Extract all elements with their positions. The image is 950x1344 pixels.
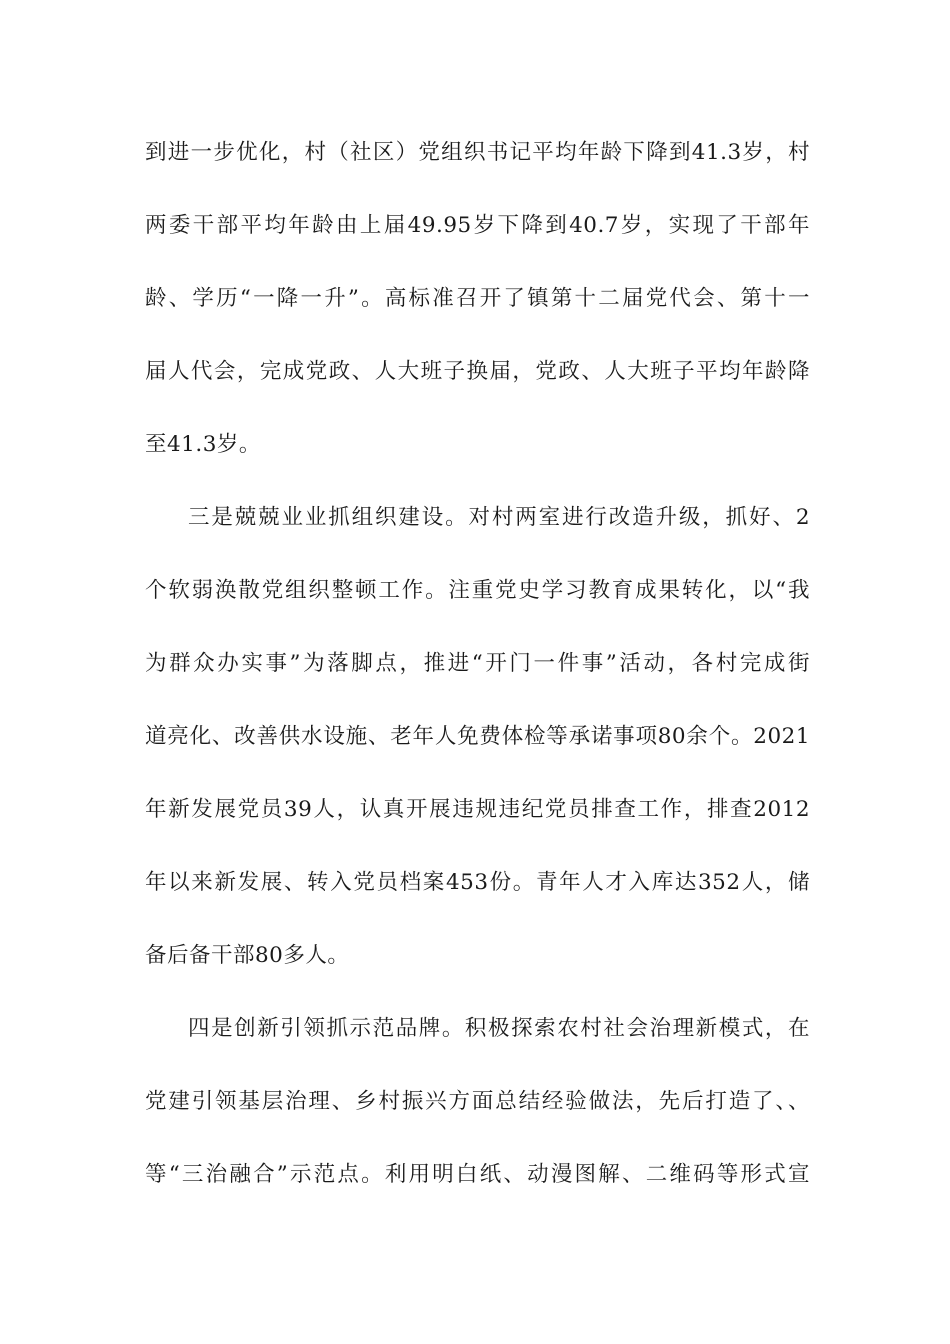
text-line: 备后备干部80多人。	[145, 943, 350, 968]
text-line: 党建引领基层治理、乡村振兴方面总结经验做法，先后打造了、、	[145, 1089, 810, 1114]
text-line: 届人代会，完成党政、人大班子换届，党政、人大班子平均年龄降	[145, 359, 810, 384]
text-line: 年新发展党员39人，认真开展违规违纪党员排查工作，排查2012	[145, 797, 810, 822]
paragraph-start-line: 三是兢兢业业抓组织建设。对村两室进行改造升级，抓好、2	[188, 505, 810, 530]
text-line: 等“三治融合”示范点。利用明白纸、动漫图解、二维码等形式宣	[145, 1162, 810, 1187]
text-line: 为群众办实事”为落脚点，推进“开门一件事”活动，各村完成街	[145, 651, 810, 676]
text-line: 到进一步优化，村（社区）党组织书记平均年龄下降到41.3岁，村	[145, 140, 810, 165]
text-line: 道亮化、改善供水设施、老年人免费体检等承诺事项80余个。2021	[145, 724, 810, 749]
text-line: 龄、学历“一降一升”。高标准召开了镇第十二届党代会、第十一	[145, 286, 810, 311]
text-line: 两委干部平均年龄由上届49.95岁下降到40.7岁，实现了干部年	[145, 213, 810, 238]
text-line: 个软弱涣散党组织整顿工作。注重党史学习教育成果转化，以“我	[145, 578, 810, 603]
paragraph-start-line: 四是创新引领抓示范品牌。积极探索农村社会治理新模式，在	[188, 1016, 810, 1041]
text-line: 年以来新发展、转入党员档案453份。青年人才入库达352人，储	[145, 870, 810, 895]
text-line: 至41.3岁。	[145, 432, 261, 457]
